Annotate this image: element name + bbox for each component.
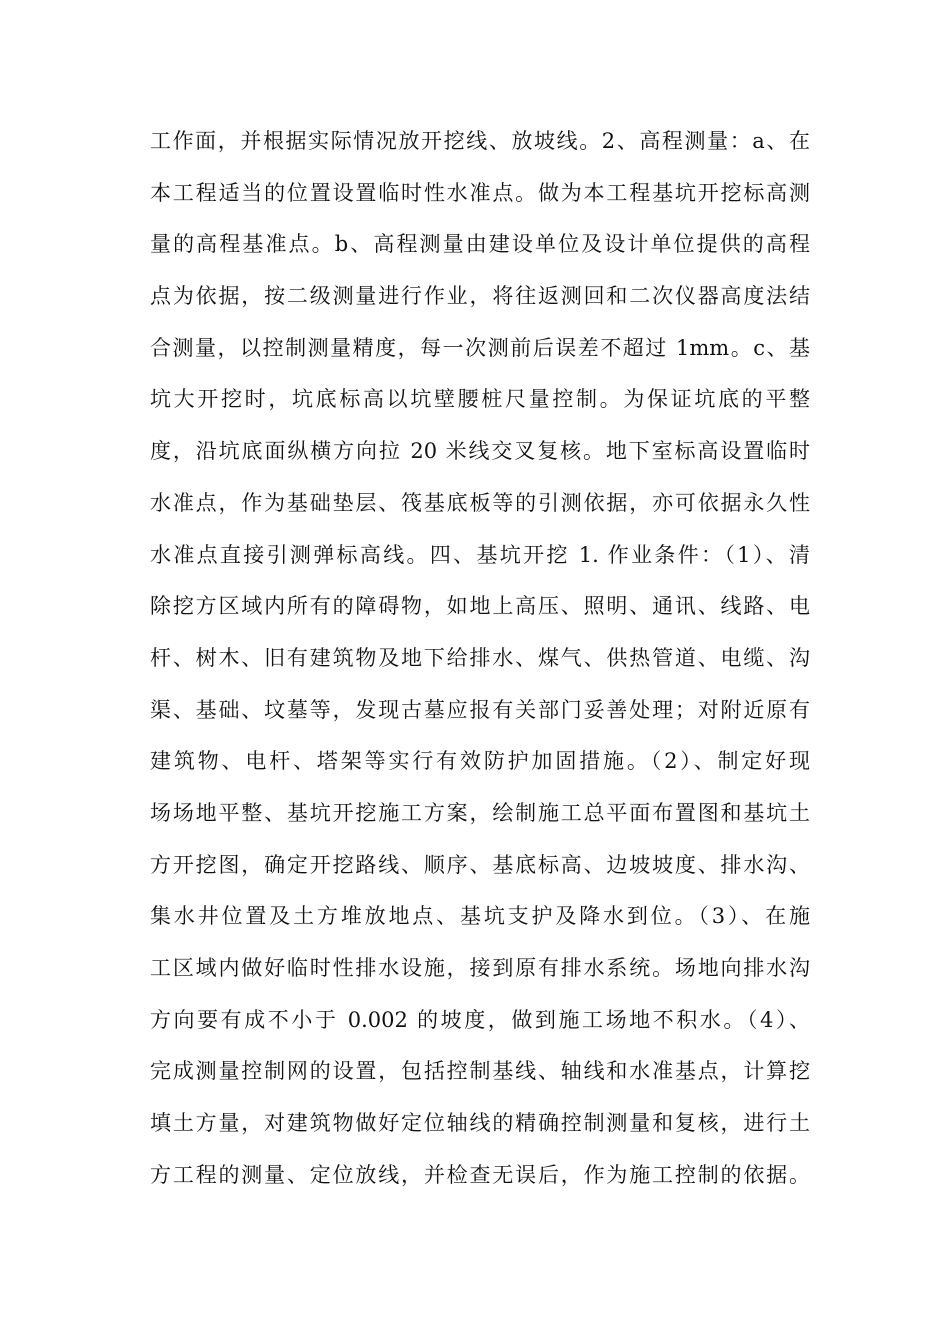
text-line: 方工程的测量、定位放线，并检查无误后，作为施工控制的依据。	[150, 1162, 810, 1187]
text-line: 本工程适当的位置设置临时性水准点。做为本工程基坑开挖标高测	[150, 180, 810, 205]
text-line: 点为依据，按二级测量进行作业，将往返测回和二次仪器高度法结	[150, 284, 810, 309]
text-line: 场场地平整、基坑开挖施工方案，绘制施工总平面布置图和基坑土	[150, 800, 810, 825]
text-line: 工区域内做好临时性排水设施，接到原有排水系统。场地向排水沟	[150, 956, 810, 980]
text-line: 建筑物、电杆、塔架等实行有效防护加固措施。（2）、制定好现	[150, 749, 810, 774]
text-line: 方开挖图，确定开挖路线、顺序、基底标高、边坡坡度、排水沟、	[150, 852, 810, 877]
text-line: 工作面，并根据实际情况放开挖线、放坡线。2、高程测量：a、在	[150, 129, 810, 153]
text-line: 合测量，以控制测量精度，每一次测前后误差不超过 1mm。c、基	[150, 335, 810, 360]
body-text	[150, 116, 810, 1201]
text-line: 坑大开挖时，坑底标高以坑壁腰桩尺量控制。为保证坑底的平整	[150, 387, 810, 412]
text-line: 水准点直接引测弹标高线。四、基坑开挖 1. 作业条件：（1）、清	[150, 542, 810, 567]
text-line: 度，沿坑底面纵横方向拉 20 米线交叉复核。地下室标高设置临时	[150, 439, 810, 464]
text-line: 水准点，作为基础垫层、筏基底板等的引测依据，亦可依据永久性	[150, 490, 810, 515]
text-line: 完成测量控制网的设置，包括控制基线、轴线和水准基点，计算挖	[150, 1059, 810, 1084]
text-line: 集水井位置及土方堆放地点、基坑支护及降水到位。（3）、在施	[150, 904, 810, 929]
text-line: 量的高程基准点。b、高程测量由建设单位及设计单位提供的高程	[150, 232, 810, 257]
text-line: 渠、基础、坟墓等，发现古墓应报有关部门妥善处理；对附近原有	[150, 697, 810, 722]
text-line: 杆、树木、旧有建筑物及地下给排水、煤气、供热管道、电缆、沟	[150, 645, 810, 670]
text-line: 除挖方区域内所有的障碍物，如地上高压、照明、通讯、线路、电	[150, 594, 810, 619]
text-line: 填土方量，对建筑物做好定位轴线的精确控制测量和复核，进行土	[150, 1111, 810, 1136]
text-line: 方向要有成不小于 0.002 的坡度，做到施工场地不积水。（4）、	[150, 1007, 810, 1032]
